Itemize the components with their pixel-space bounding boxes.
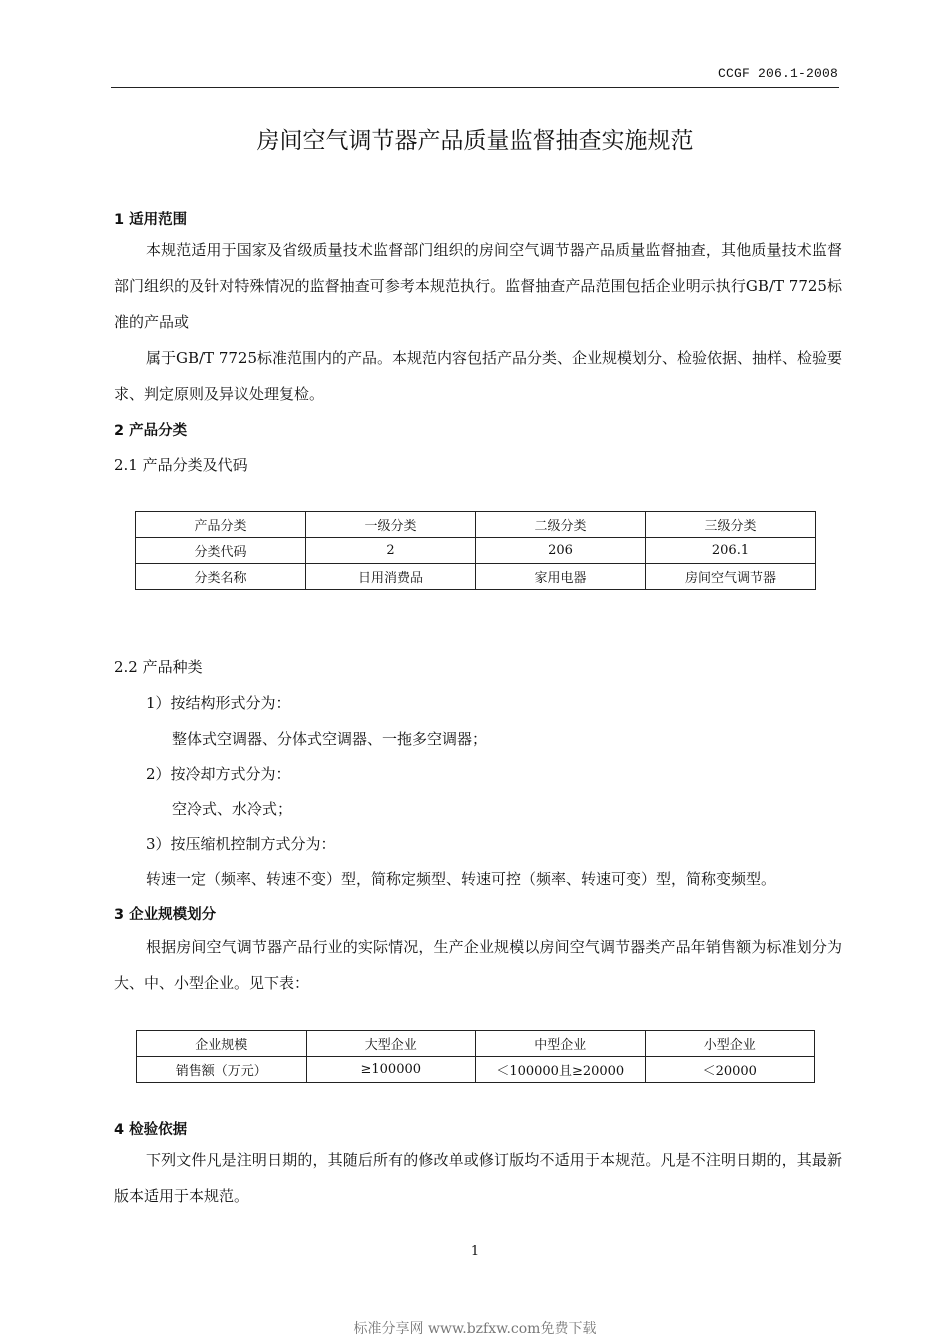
table-row xyxy=(137,1057,815,1083)
list-item: 2）按冷却方式分为： xyxy=(146,765,291,783)
table-row xyxy=(136,538,816,564)
table-cell: 家用电器 xyxy=(476,564,646,590)
header-rule xyxy=(111,87,839,88)
section-4-heading: 4 检验依据 xyxy=(114,1122,188,1138)
list-item: 整体式空调器、分体式空调器、一拖多空调器； xyxy=(172,730,488,748)
table-row xyxy=(136,564,816,590)
section-3-heading: 3 企业规模划分 xyxy=(114,907,217,923)
document-code: CCGF 206.1-2008 xyxy=(717,66,838,81)
list-item: 3）按压缩机控制方式分为： xyxy=(146,835,336,853)
table-cell: 分类代码 xyxy=(136,538,306,564)
list-item: 1）按结构形式分为： xyxy=(146,694,291,712)
table-cell: ＜100000且≥20000 xyxy=(476,1057,646,1083)
list-item: 转速一定（频率、转速不变）型，简称定频型、转速可控（频率、转速可变）型，简称变频型。 xyxy=(146,870,777,888)
table-cell: 2 xyxy=(306,538,476,564)
table-cell: 二级分类 xyxy=(476,512,646,538)
table-cell: 小型企业 xyxy=(645,1031,815,1057)
table-cell: 销售额（万元） xyxy=(137,1057,307,1083)
table-cell: 日用消费品 xyxy=(306,564,476,590)
section-1-paragraph-1: 本规范适用于国家及省级质量技术监督部门组织的房间空气调节器产品质量监督抽查，其他质量技术监督部门组织的及针对特殊情况的监督抽查可参考本规范执行。监督抽查产品范围包括企业明示执行GB/T 7725标准的产品或 xyxy=(114,241,842,331)
section-1-heading: 1 适用范围 xyxy=(114,212,188,228)
table-cell: ＜20000 xyxy=(645,1057,815,1083)
classification-table xyxy=(135,511,816,590)
page-number: 1 xyxy=(470,1244,480,1259)
section-1-paragraph-2: 属于GB/T 7725标准范围内的产品。本规范内容包括产品分类、企业规模划分、检验依据、抽样、检验要求、判定原则及异议处理复检。 xyxy=(114,349,843,403)
section-2-1-heading: 2.1 产品分类及代码 xyxy=(114,456,248,474)
table-row xyxy=(136,512,816,538)
enterprise-scale-table xyxy=(136,1030,815,1083)
table-cell: 206.1 xyxy=(646,538,816,564)
watermark: 标准分享网 www.bzfxw.com免费下载 xyxy=(353,1321,597,1337)
table-cell: 企业规模 xyxy=(137,1031,307,1057)
table-cell: 大型企业 xyxy=(306,1031,476,1057)
table-cell: 产品分类 xyxy=(136,512,306,538)
list-item: 空冷式、水冷式； xyxy=(172,800,293,818)
table-cell: 206 xyxy=(476,538,646,564)
table-cell: 房间空气调节器 xyxy=(646,564,816,590)
table-cell: 中型企业 xyxy=(476,1031,646,1057)
section-2-2-heading: 2.2 产品种类 xyxy=(114,658,203,676)
document-title: 房间空气调节器产品质量监督抽查实施规范 xyxy=(256,128,694,154)
section-3-paragraph: 根据房间空气调节器产品行业的实际情况，生产企业规模以房间空气调节器类产品年销售额为标准划分为大、中、小型企业。见下表： xyxy=(114,938,842,992)
table-cell: 三级分类 xyxy=(646,512,816,538)
table-cell: ≥100000 xyxy=(306,1057,476,1083)
section-4-paragraph: 下列文件凡是注明日期的，其随后所有的修改单或修订版均不适用于本规范。凡是不注明日期的，其最新版本适用于本规范。 xyxy=(114,1151,842,1205)
table-row xyxy=(137,1031,815,1057)
table-cell: 一级分类 xyxy=(306,512,476,538)
section-2-heading: 2 产品分类 xyxy=(114,423,188,439)
table-cell: 分类名称 xyxy=(136,564,306,590)
